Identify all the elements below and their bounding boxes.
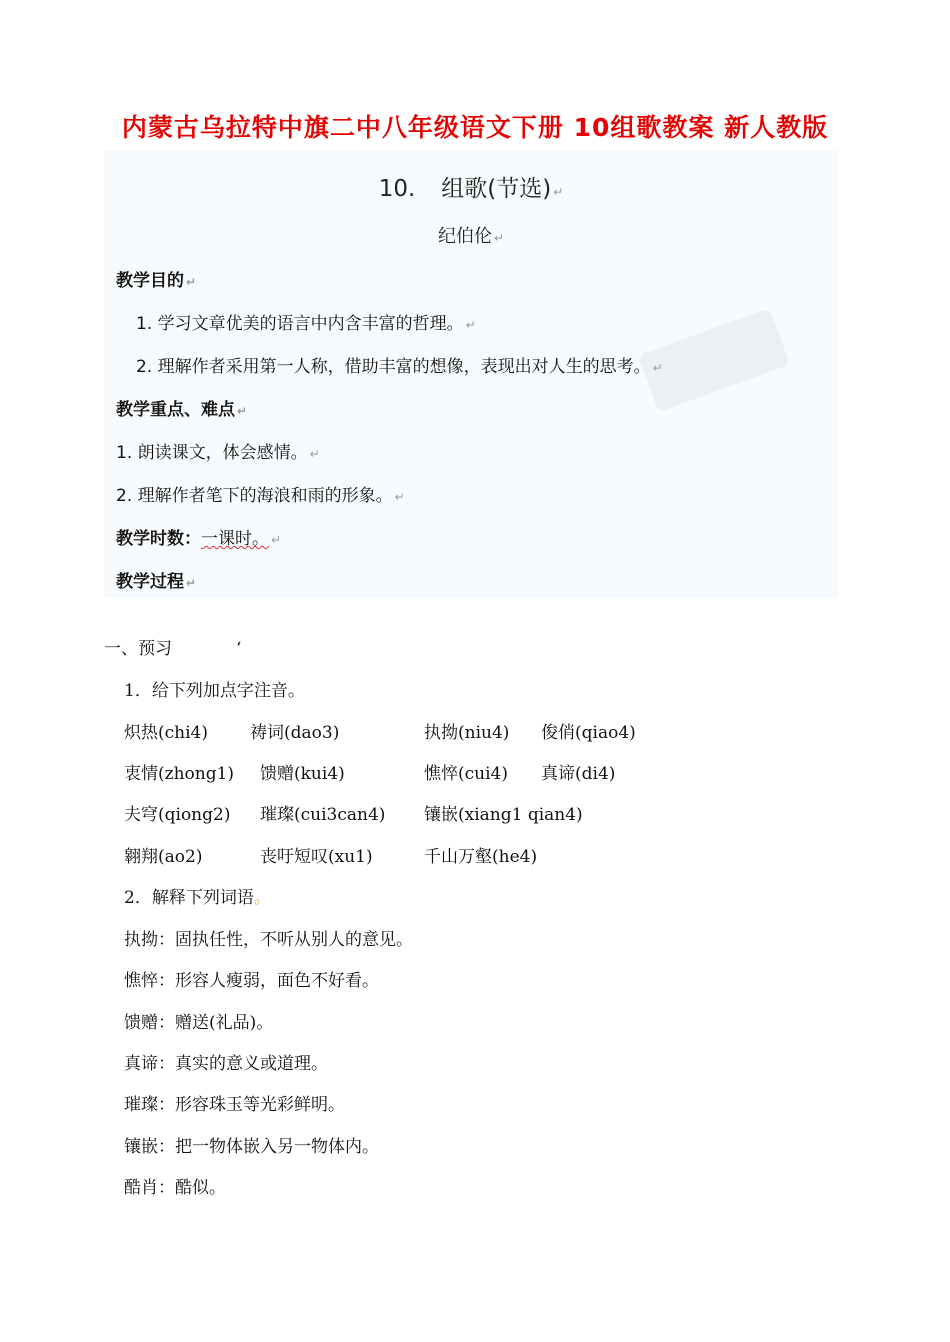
embedded-lesson-image	[104, 150, 838, 598]
stray-mark: ‘	[236, 639, 242, 659]
pinyin-item: 千山万壑(he4)	[424, 847, 538, 867]
definition-item: 镶嵌：把一物体嵌入另一物体内。	[124, 1137, 379, 1157]
goal-item: 2. 理解作者采用第一人称，借助丰富的想像，表现出对人生的思考。 ↵	[136, 357, 663, 377]
author-name: 纪伯伦	[437, 226, 492, 247]
task-2: 2．解释下列词语。	[124, 888, 271, 908]
task-1: 1．给下列加点字注音。	[124, 681, 305, 701]
definition-item: 执拗：固执任性，不听从别人的意见。	[124, 930, 413, 950]
pinyin-item: 炽热(chi4)	[124, 723, 208, 743]
pinyin-item: 真谛(di4)	[541, 764, 616, 784]
key-point-item: 1. 朗读课文，体会感情。 ↵	[116, 443, 320, 463]
definition-item: 憔悴：形容人瘦弱，面色不好看。	[124, 971, 379, 991]
pinyin-item: 祷词(dao3)	[250, 723, 340, 743]
document-title: 内蒙古乌拉特中旗二中八年级语文下册 10组歌教案 新人教版	[121, 113, 829, 142]
key-points-heading: 教学重点、难点 ↵	[116, 400, 248, 420]
definition-item: 真谛：真实的意义或道理。	[124, 1054, 328, 1074]
paragraph-mark: ↵	[553, 185, 564, 199]
pinyin-item: 执拗(niu4)	[424, 723, 510, 743]
goals-heading: 教学目的 ↵	[116, 271, 197, 291]
pinyin-item: 俊俏(qiao4)	[541, 723, 636, 743]
lesson-heading	[104, 170, 838, 203]
pinyin-item: 衷情(zhong1)	[124, 764, 235, 784]
lesson-number: 10.	[378, 176, 416, 202]
pinyin-item: 璀璨(cui3can4)	[260, 805, 386, 825]
goal-item: 1. 学习文章优美的语言中内含丰富的哲理。 ↵	[136, 314, 476, 334]
pinyin-item: 丧吁短叹(xu1)	[260, 847, 373, 867]
definition-item: 酷肖：酷似。	[124, 1178, 226, 1198]
section-heading: 一、预习 ‘	[104, 639, 242, 659]
hours-label: 教学时数：	[116, 529, 201, 549]
lesson-author	[104, 222, 838, 248]
task-2-end-mark: 。	[253, 888, 271, 908]
definition-item: 璀璨：形容珠玉等光彩鲜明。	[124, 1095, 345, 1115]
pinyin-item: 镶嵌(xiang1 qian4)	[424, 805, 583, 825]
paragraph-mark: ↵	[493, 231, 505, 245]
key-point-item: 2. 理解作者笔下的海浪和雨的形象。 ↵	[116, 486, 405, 506]
hours-value: 一课时。	[201, 529, 269, 549]
pinyin-item: 夫穹(qiong2)	[124, 805, 231, 825]
definition-item: 馈赠：赠送(礼品)。	[124, 1013, 274, 1033]
pinyin-item: 馈赠(kui4)	[260, 764, 345, 784]
process-heading: 教学过程 ↵	[116, 572, 197, 592]
lesson-title: 组歌(节选)	[441, 176, 552, 202]
pinyin-item: 憔悴(cui4)	[424, 764, 508, 784]
teaching-hours: 教学时数：一课时。 ↵	[116, 529, 282, 549]
pinyin-item: 翱翔(ao2)	[124, 847, 203, 867]
